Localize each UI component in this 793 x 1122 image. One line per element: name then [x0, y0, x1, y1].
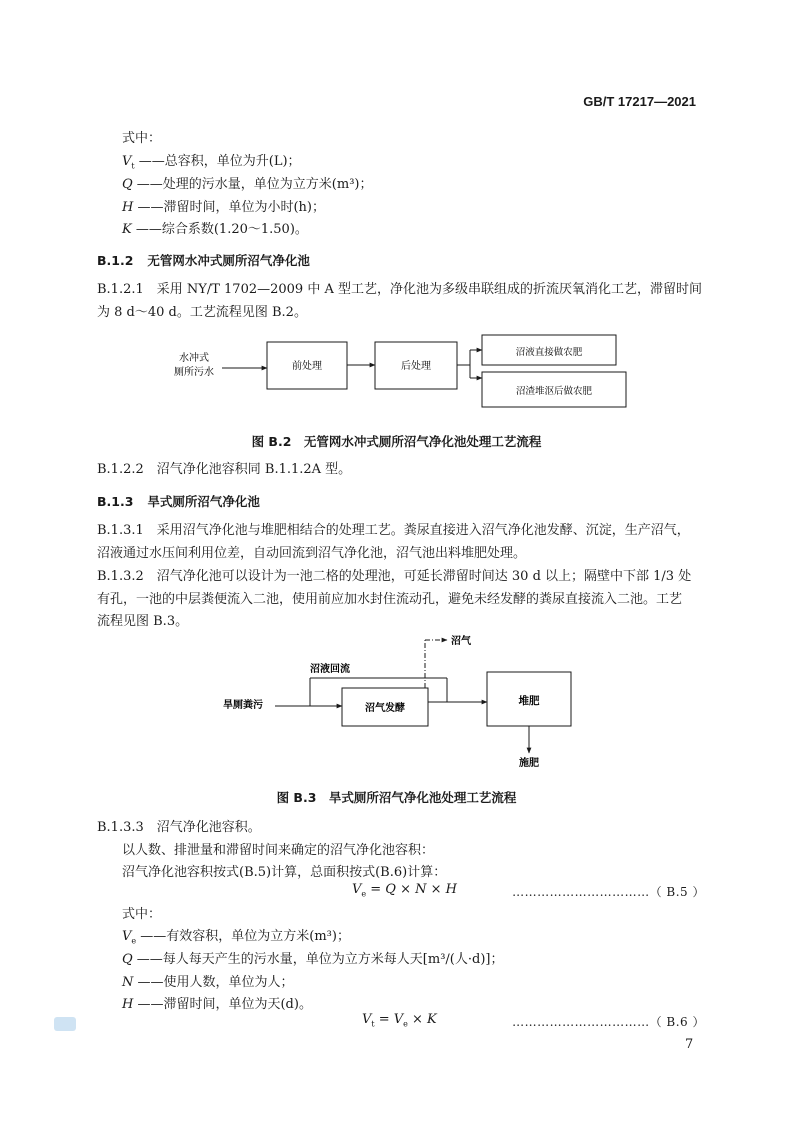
compost-label: 堆肥 [518, 695, 540, 707]
symbol: H [122, 997, 134, 1012]
paragraph-b132-line1: B.1.3.2 沼气净化池可以设计为一池二格的处理池，可延长滞留时间达 30 d 以上；隔壁中下部 1/3 处 [97, 569, 692, 584]
paragraph-b133-line3: 沼气净化池容积按式(B.5)计算，总面积按式(B.6)计算： [122, 865, 447, 880]
formula-rhs: = Q × N × H [366, 882, 457, 897]
def-ve [122, 928, 350, 951]
def-q [122, 176, 373, 194]
definition-text: ——使用人数，单位为人； [133, 975, 294, 990]
formula-b6 [362, 1012, 437, 1029]
def-n [122, 974, 294, 992]
symbol: V [122, 154, 132, 169]
definition-text: ——每人每天产生的污水量，单位为立方米每人天[m³/(人·d)]； [132, 952, 504, 967]
paragraph-b132-line3: 流程见图 B.3。 [97, 614, 189, 629]
formula-lhs-sub: t [371, 1019, 375, 1029]
symbol: N [122, 975, 134, 990]
symbol: Q [122, 177, 133, 192]
formula-lhs: V [362, 1012, 372, 1027]
page-number: 7 [685, 1037, 694, 1052]
formula-rhs-tail: × K [407, 1012, 437, 1027]
symbol-sub: e [131, 936, 137, 946]
input-label-line2: 厕所污水 [174, 367, 214, 378]
figure-b3-diagram [215, 628, 585, 773]
paragraph-b121-line1: B.1.2.1 采用 NY/T 1702—2009 中 A 型工艺，净化池为多级串联组成的折流厌氧消化工艺，滞留时间 [97, 282, 702, 297]
symbol: Q [122, 952, 133, 967]
paragraph-b131-line2: 沼液通过水压间利用位差，自动回流到沼气净化池，沼气池出料堆肥处理。 [97, 546, 527, 561]
section-title: 旱式厕所沼气净化池 [147, 494, 260, 509]
where-label-2: 式中： [122, 907, 162, 922]
figure-b2-caption: 图 B.2 无管网水冲式厕所沼气净化池处理工艺流程 [251, 434, 542, 449]
section-heading-b13 [97, 492, 260, 510]
paragraph-b133-line1: B.1.3.3 沼气净化池容积。 [97, 820, 261, 835]
symbol: K [122, 222, 132, 237]
def-vt [122, 153, 301, 176]
def-k [122, 221, 308, 239]
def-q2 [122, 951, 503, 969]
definition-text: ——滞留时间，单位为小时(h)； [133, 200, 325, 215]
paragraph-b122: B.1.2.2 沼气净化池容积同 B.1.1.2A 型。 [97, 462, 352, 477]
section-number: B.1.2 [97, 253, 134, 268]
formula-lhs-sub: e [361, 889, 367, 899]
formula-lhs: V [352, 882, 362, 897]
input-label: 旱厕粪污 [223, 700, 263, 711]
def-h [122, 199, 325, 217]
equation-number-b5: ……………………………（ B.5 ） [512, 885, 705, 899]
figure-b2-diagram [160, 330, 640, 415]
symbol: H [122, 200, 134, 215]
reflux-label: 沼液回流 [310, 664, 350, 675]
digestion-label: 沼气发酵 [365, 703, 405, 714]
output1-label: 沼液直接做农肥 [515, 347, 583, 358]
paragraph-b133-line2: 以人数、排泄量和滞留时间来确定的沼气净化池容积： [122, 843, 435, 858]
definition-text: ——有效容积，单位为立方米(m³)； [136, 929, 350, 944]
definition-text: ——滞留时间，单位为天(d)。 [133, 997, 312, 1012]
equation-number-b6: ……………………………（ B.6 ） [512, 1015, 705, 1029]
input-label-line1: 水冲式 [179, 353, 209, 364]
section-title: 无管网水冲式厕所沼气净化池 [147, 253, 310, 268]
formula-rhs: = V [374, 1012, 404, 1027]
figure-b3-caption: 图 B.3 旱式厕所沼气净化池处理工艺流程 [276, 790, 517, 805]
formula-b5 [352, 882, 457, 899]
paragraph-b132-line2: 有孔，一池的中层粪便流入二池，使用前应加水封住流动孔，避免未经发酵的粪尿直接流入二池。工艺 [97, 592, 683, 607]
fertilize-label: 施肥 [519, 758, 539, 769]
definition-text: ——综合系数(1.20～1.50)。 [131, 222, 308, 237]
symbol: V [122, 929, 132, 944]
paragraph-b131-line1: B.1.3.1 采用沼气净化池与堆肥相结合的处理工艺。粪尿直接进入沼气净化池发酵、沉淀，生产沼气， [97, 523, 690, 538]
standard-number: GB/T 17217—2021 [583, 94, 696, 109]
section-heading-b12 [97, 251, 310, 269]
pretreatment-label: 前处理 [292, 361, 322, 372]
symbol-sub: t [131, 161, 135, 171]
watermark-logo [54, 1017, 76, 1031]
output2-label: 沼渣堆沤后做农肥 [515, 386, 593, 397]
formula-rhs-sub: e [403, 1019, 408, 1029]
paragraph-b121-line2: 为 8 d～40 d。工艺流程见图 B.2。 [97, 305, 307, 320]
def-h2 [122, 996, 312, 1014]
section-number: B.1.3 [97, 494, 134, 509]
where-label: 式中： [122, 131, 162, 146]
definition-text: ——总容积，单位为升(L)； [134, 154, 301, 169]
biogas-label: 沼气 [451, 636, 471, 647]
definition-text: ——处理的污水量，单位为立方米(m³)； [132, 177, 373, 192]
posttreatment-label: 后处理 [401, 361, 431, 372]
